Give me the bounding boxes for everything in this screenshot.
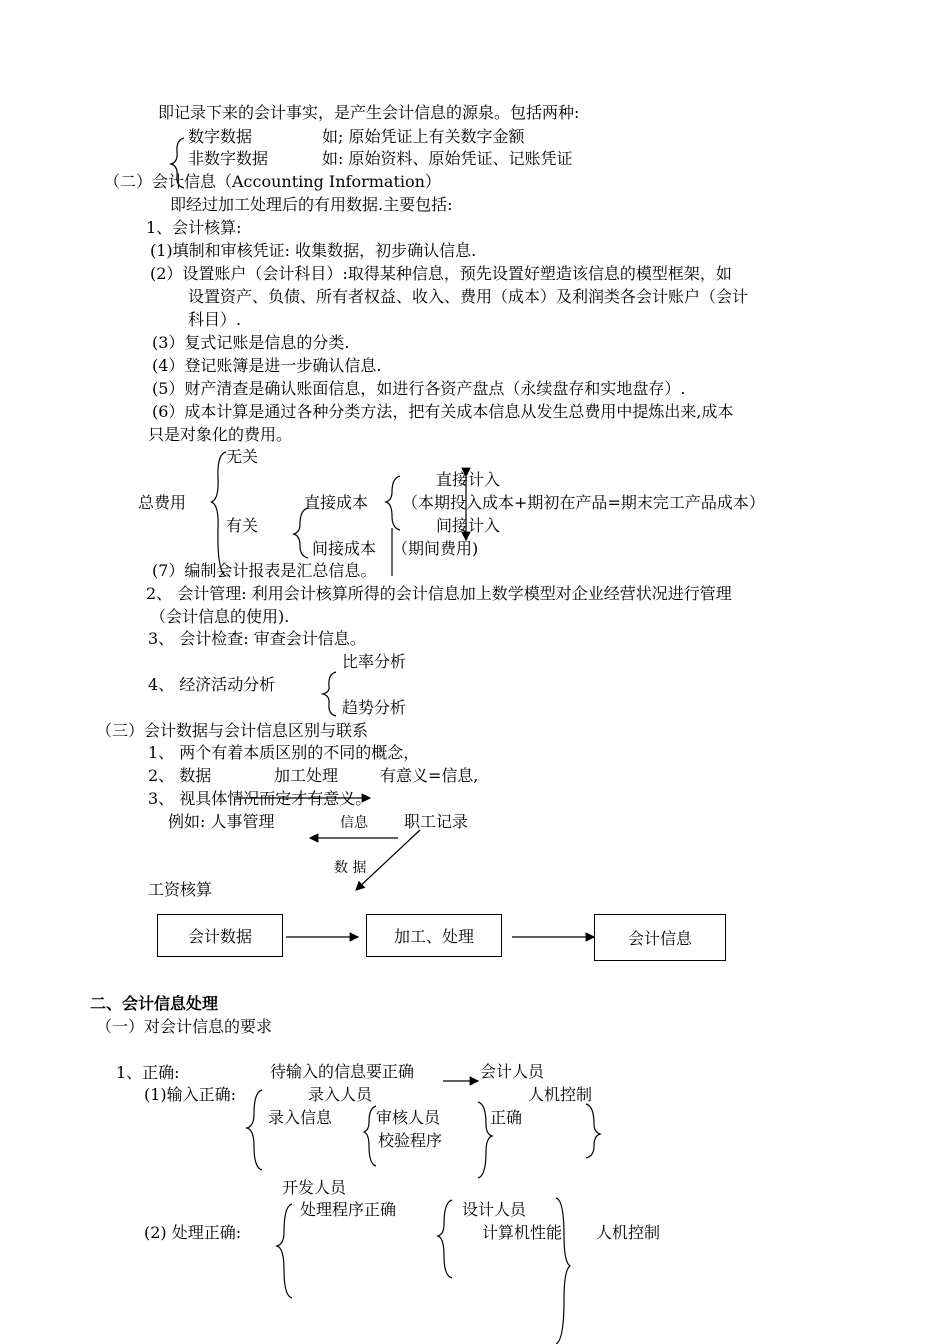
box-processing: 加工、处理	[366, 914, 502, 957]
numeric-data-example: 如; 原始凭证上有关数字金额	[322, 127, 525, 146]
part-2-heading: 二、会计信息处理	[90, 994, 219, 1013]
cost-total: 总费用	[138, 493, 187, 512]
cost-period-expense: （期间费用)	[392, 539, 479, 558]
cost-indirect-in: 间接计入	[436, 516, 501, 535]
verify-program: 校验程序	[378, 1131, 443, 1150]
developer: 开发人员	[282, 1178, 347, 1197]
point-5: (5）财产清查是确认账面信息，如进行各资产盘点（永续盘存和实地盘存）.	[152, 379, 686, 398]
item-3-inspection: 3、 会计检查: 审查会计信息。	[148, 629, 366, 648]
example-personnel: 例如: 人事管理	[168, 812, 275, 831]
brace-total-cost	[211, 452, 226, 576]
reviewer: 审核人员	[376, 1108, 441, 1127]
human-control-2: 人机控制	[596, 1223, 661, 1242]
cost-formula: （本期投入成本+期初在产品=期末完工产品成本）	[402, 493, 765, 512]
item-1-accounting: 1、会计核算:	[146, 218, 242, 237]
human-control-1: 人机控制	[528, 1085, 593, 1104]
point-4: (4）登记账簿是进一步确认信息.	[152, 356, 382, 375]
process-program: 处理程序正确	[300, 1200, 397, 1219]
box-accounting-info: 会计信息	[594, 914, 726, 961]
computer-performance: 计算机性能	[482, 1223, 563, 1242]
section-3-item-2-c: 有意义=信息,	[380, 766, 479, 785]
point-2-line-b: 设置资产、负债、所有者权益、收入、费用（成本）及利润类各会计账户（会计	[188, 287, 749, 306]
ratio-analysis: 比率分析	[342, 652, 407, 671]
point-1: (1)填制和审核凭证: 收集数据，初步确认信息.	[150, 241, 477, 260]
section-3-item-1: 1、 两个有着本质区别的不同的概念，	[148, 743, 420, 762]
cost-direct-in: 直接计入	[436, 470, 501, 489]
cost-related: 有关	[226, 516, 259, 535]
designer: 设计人员	[462, 1200, 527, 1219]
example-info: 信息	[340, 815, 368, 831]
cost-indirect-cost: 间接成本	[312, 539, 377, 558]
input-requirement: 待输入的信息要正确	[270, 1062, 415, 1081]
process-correct: (2) 处理正确:	[144, 1223, 242, 1242]
section-3-item-2-b: 加工处理	[274, 766, 339, 785]
section-3-heading: （三）会计数据与会计信息区别与联系	[96, 721, 369, 740]
section-3-item-3: 3、 视具体情况而定才有意义。	[148, 789, 372, 808]
correct-word: 正确	[490, 1108, 523, 1127]
part-2-sub-1: （一）对会计信息的要求	[96, 1017, 273, 1036]
box-accounting-data: 会计数据	[157, 914, 283, 957]
section-3-item-2-a: 2、 数据	[148, 766, 212, 785]
example-data-label: 数 据	[334, 860, 367, 876]
point-6-line-b: 只是对象化的费用。	[148, 425, 293, 444]
trend-analysis: 趋势分析	[342, 698, 407, 717]
brace-analysis	[323, 672, 336, 716]
cost-unrelated: 无关	[226, 447, 259, 466]
nonnumeric-data-label: 非数字数据	[188, 149, 269, 168]
item-2-management-b: （会计信息的使用).	[150, 607, 290, 626]
item-4-analysis: 4、 经济活动分析	[148, 675, 276, 694]
point-2-line-a: (2）设置账户（会计科目）:取得某种信息，预先设置好塑造该信息的模型框架，如	[150, 264, 732, 283]
example-records: 职工记录	[404, 812, 469, 831]
section-2-heading: （二）会计信息（Accounting Information）	[104, 172, 441, 191]
entry-staff: 录入人员	[308, 1085, 373, 1104]
brace-related	[294, 508, 308, 558]
point-6-line-a: (6）成本计算是通过各种分类方法，把有关成本信息从发生总费用中提炼出来,成本	[152, 402, 734, 421]
item-2-management-a: 2、 会计管理: 利用会计核算所得的会计信息加上数学模型对企业经营状况进行管理	[146, 584, 732, 603]
point-3: (3）复式记账是信息的分类.	[152, 333, 350, 352]
point-2-line-c: 科目）.	[188, 310, 242, 329]
numeric-data-label: 数字数据	[188, 127, 253, 146]
input-correct: (1)输入正确:	[144, 1085, 237, 1104]
example-payroll: 工资核算	[148, 880, 213, 899]
accountant: 会计人员	[480, 1062, 545, 1081]
cost-direct-cost: 直接成本	[304, 493, 369, 512]
entry-info: 录入信息	[268, 1108, 333, 1127]
brace-direct-cost	[386, 476, 400, 530]
section-2-desc: 即经过加工处理后的有用数据.主要包括:	[170, 195, 453, 214]
nonnumeric-data-example: 如: 原始资料、原始凭证、记账凭证	[322, 149, 573, 168]
correct-label: 1、正确:	[116, 1063, 180, 1082]
intro-line: 即记录下来的会计事实，是产生会计信息的源泉。包括两种:	[158, 103, 580, 122]
point-7: (7）编制会计报表是汇总信息。	[152, 561, 377, 580]
